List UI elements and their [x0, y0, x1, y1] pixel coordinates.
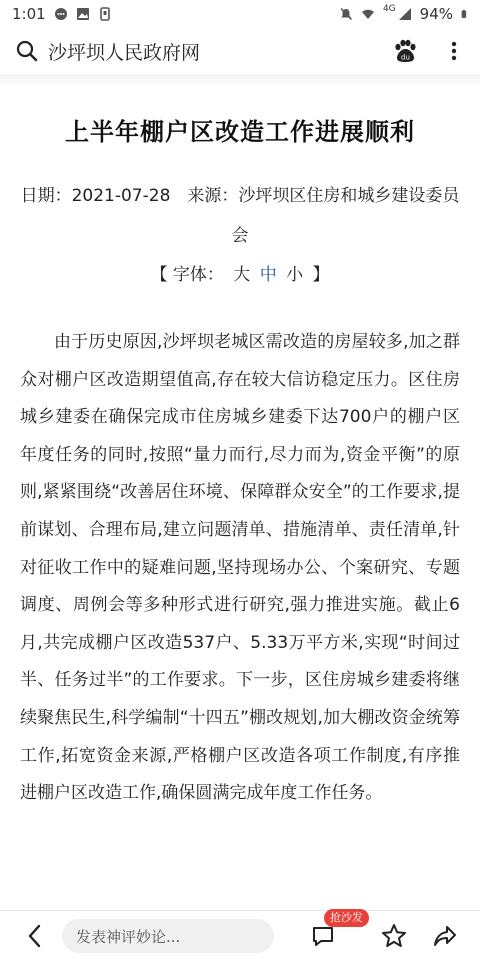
battery-percent: 94%	[419, 5, 453, 23]
font-size-close: 】	[312, 265, 330, 285]
font-size-large[interactable]: 大	[233, 265, 251, 285]
phone-icon	[98, 7, 112, 21]
status-left	[0, 5, 112, 23]
font-size-selector	[0, 260, 480, 285]
font-size-medium[interactable]: 中	[259, 265, 277, 285]
status-right	[339, 0, 470, 28]
share-icon[interactable]	[432, 923, 458, 949]
nav-bar	[0, 28, 480, 75]
article-meta: 日期：2021-07-28 来源：沙坪坝区住房和城乡建设委员会	[20, 186, 460, 246]
mute-icon	[339, 7, 353, 21]
search-icon[interactable]	[16, 40, 38, 62]
bottom-bar	[0, 910, 480, 961]
chat-icon	[54, 7, 68, 21]
more-icon[interactable]	[444, 40, 464, 62]
star-icon[interactable]	[380, 922, 408, 950]
back-icon[interactable]	[24, 923, 46, 949]
wifi-icon	[361, 7, 375, 21]
battery-icon	[461, 7, 470, 21]
image-icon	[76, 7, 90, 21]
page-title: 沙坪坝人民政府网	[48, 42, 201, 64]
status-bar	[0, 0, 480, 28]
svg-text:du: du	[401, 53, 410, 62]
baidu-paw-icon[interactable]	[392, 38, 418, 64]
font-size-label: 【 字体：	[150, 265, 224, 285]
signal-icon	[398, 7, 412, 21]
article-body: 由于历史原因,沙坪坝老城区需改造的房屋较多,加之群众对棚户区改造期望值高,存在较大信访稳定压力。区住房城乡建委在确保完成市住房城乡建委下达700户的棚户区年度任务的同时,按照“量力而行,尽力而为,资金平衡”的原则,紧紧围绕“改善居住环境、保障群众安全”的工作要求,提前谋划、合理布局,建立问题清单、措施清单、责任清单,针对征收工作中的疑难问题,坚持现场办公、个案研究、专题调度、周例会等多种形式进行研究,强力推进实施。截止6月,共完成棚户区改造537户、5.33万平方米,实现“时间过半、任务过半”的工作要求。下一步，区住房城乡建委将继续聚焦民生,科学编制“十四五”棚改规划,加大棚改资金统筹工作,拓宽资金来源,严格棚户区改造各项工作制度,有序推进棚户区改造工作,确保圆满完成年度工作任务。	[20, 332, 460, 804]
header-shadow	[0, 74, 480, 88]
font-size-small[interactable]: 小	[286, 265, 304, 285]
article-title: 上半年棚户区改造工作进展顺利	[65, 118, 415, 146]
network-label: 4G	[382, 4, 396, 14]
comment-badge: 抢沙发	[324, 909, 369, 927]
comment-input[interactable]	[62, 919, 274, 953]
comment-placeholder: 发表神评妙论...	[76, 927, 181, 946]
status-time: 1:01	[12, 5, 46, 23]
